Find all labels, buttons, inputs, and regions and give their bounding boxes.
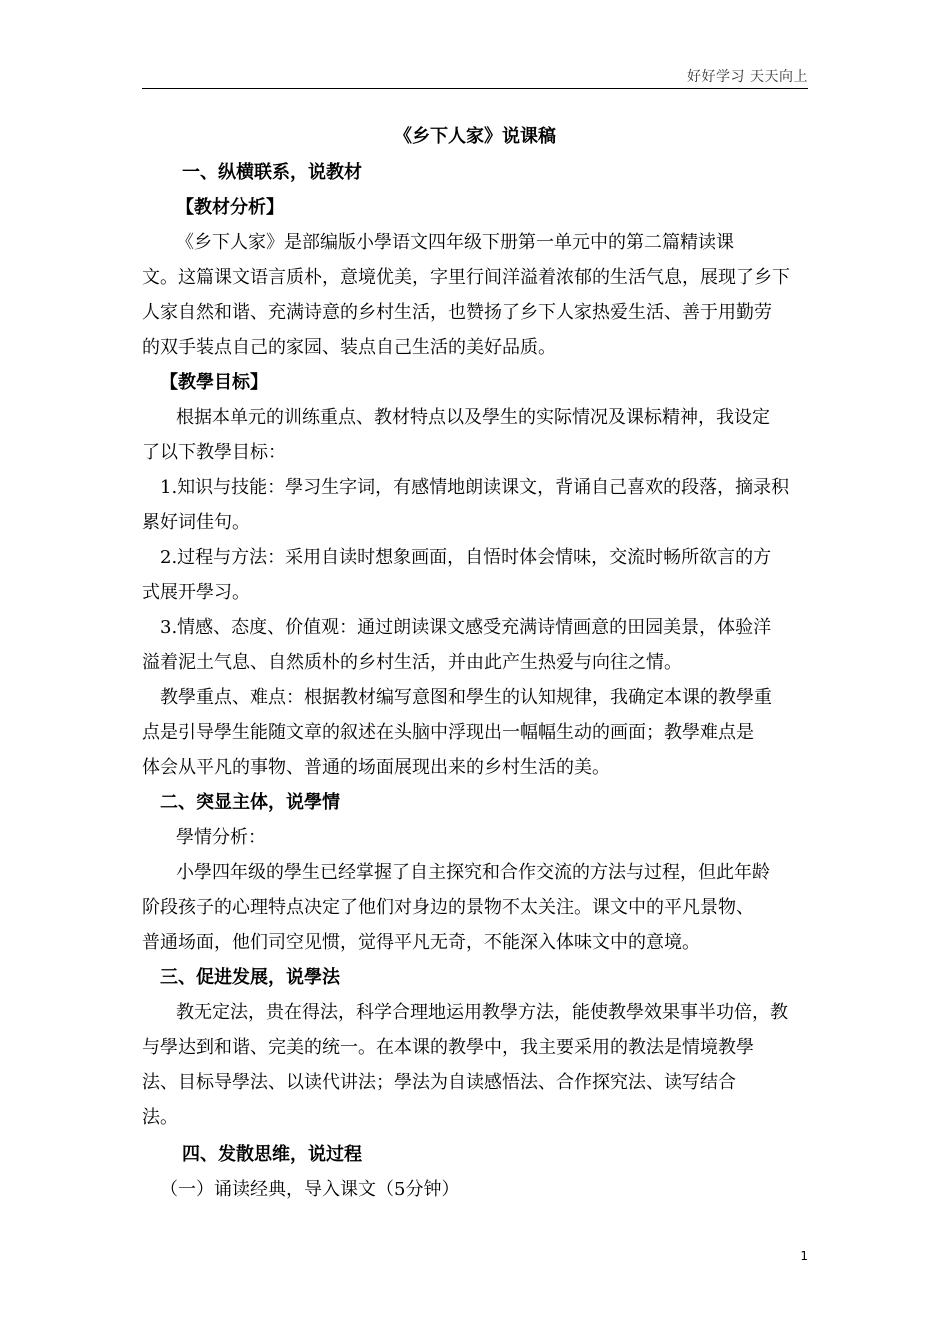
paragraph-line: 了以下教學目标： (142, 442, 286, 463)
paragraph-line: 教无定法，贵在得法，科学合理地运用教學方法，能使教學效果事半功倍，教 (176, 1002, 788, 1023)
goal-item-3-cont: 溢着泥土气息、自然质朴的乡村生活，并由此产生热爱与向往之情。 (142, 652, 682, 673)
paragraph-line: 普通场面，他们司空见惯，觉得平凡无奇，不能深入体味文中的意境。 (142, 932, 700, 953)
paragraph-line: 根据本单元的训练重点、教材特点以及學生的实际情况及课标精神，我设定 (176, 407, 770, 428)
paragraph-line: 阶段孩子的心理特点决定了他们对身边的景物不太关注。课文中的平凡景物、 (142, 897, 754, 918)
page-number: 1 (800, 1249, 808, 1263)
subheading-teaching-goals: 【教學目标】 (160, 372, 268, 393)
paragraph-line: 教學重点、难点：根据教材编写意图和學生的认知规律，我确定本课的教學重 (160, 687, 772, 708)
goal-item-2-cont: 式展开學习。 (142, 582, 250, 603)
paragraph-line: 与學达到和谐、完美的统一。在本课的教學中，我主要采用的教法是情境教學 (142, 1037, 754, 1058)
subheading-learner-analysis: 學情分析： (176, 827, 266, 848)
paragraph-line: 体会从平凡的事物、普通的场面展现出来的乡村生活的美。 (142, 757, 610, 778)
paragraph-line: 人家自然和谐、充满诗意的乡村生活，也赞扬了乡下人家热爱生活、善于用勤劳 (142, 302, 772, 323)
goal-item-2: 2.过程与方法：采用自读时想象画面，自悟时体会情味，交流时畅所欲言的方 (160, 547, 772, 568)
paragraph-line: 的双手装点自己的家园、装点自己生活的美好品质。 (142, 337, 556, 358)
header-divider (142, 88, 808, 89)
subsection-heading: （一）诵读经典，导入课文（5分钟） (160, 1179, 460, 1200)
section-heading-2: 二、突显主体，说學情 (160, 792, 340, 813)
paragraph-line: 文。这篇课文语言质朴，意境优美，字里行间洋溢着浓郁的生活气息，展现了乡下 (142, 267, 790, 288)
paragraph-line: 《乡下人家》是部编版小學语文四年级下册第一单元中的第二篇精读课 (176, 232, 734, 253)
section-heading-1: 一、纵横联系，说教材 (182, 162, 362, 183)
goal-item-3: 3.情感、态度、价值观：通过朗读课文感受充满诗情画意的田园美景，体验洋 (160, 617, 772, 638)
section-heading-4: 四、发散思维，说过程 (182, 1144, 362, 1165)
section-heading-3: 三、促进发展，说學法 (160, 967, 340, 988)
document-title: 《乡下人家》说课稿 (394, 126, 556, 147)
goal-item-1: 1.知识与技能：學习生字词，有感情地朗读课文，背诵自己喜欢的段落，摘录积 (160, 477, 790, 498)
paragraph-line: 点是引导學生能随文章的叙述在头脑中浮现出一幅幅生动的画面；教學难点是 (142, 722, 754, 743)
paragraph-line: 法。 (142, 1107, 178, 1128)
goal-item-1-cont: 累好词佳句。 (142, 512, 250, 533)
header-motto: 好好学习 天天向上 (687, 69, 808, 85)
paragraph-line: 法、目标导學法、以读代讲法；學法为自读感悟法、合作探究法、读写结合 (142, 1072, 736, 1093)
paragraph-line: 小學四年级的學生已经掌握了自主探究和合作交流的方法与过程，但此年龄 (176, 862, 770, 883)
subheading-textbook-analysis: 【教材分析】 (176, 197, 284, 218)
